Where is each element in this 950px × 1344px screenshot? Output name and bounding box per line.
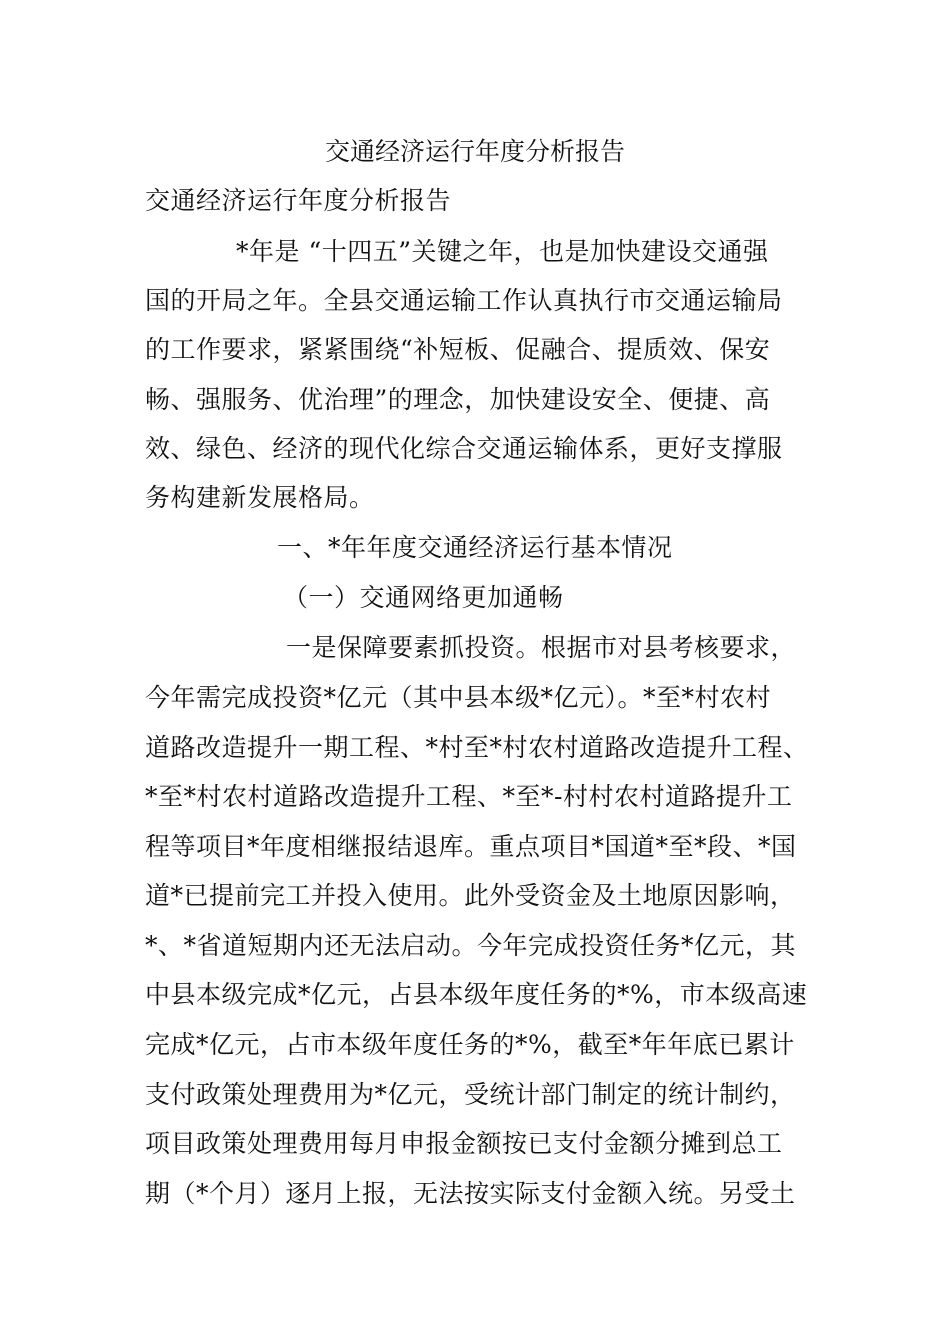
paragraph-line: 道路改造提升一期工程、*村至*村农村道路改造提升工程、 [145, 733, 809, 762]
subsection-heading: （一）交通网络更加通畅 [283, 583, 564, 612]
document-title: 交通经济运行年度分析报告 [324, 137, 625, 166]
paragraph-line: 完成*亿元，占市本级年度任务的*%，截至*年年底已累计 [145, 1030, 795, 1059]
paragraph-line: 务构建新发展格局。 [145, 483, 375, 512]
paragraph-line: *、*省道短期内还无法启动。今年完成投资任务*亿元，其 [145, 931, 797, 960]
paragraph-line: 一是保障要素抓投资。根据市对县考核要求， [286, 633, 797, 662]
paragraph-line: 中县本级完成*亿元，占县本级年度任务的*%，市本级高速 [145, 980, 808, 1009]
section-heading: 一、*年年度交通经济运行基本情况 [277, 533, 673, 562]
paragraph-line: 畅、强服务、优治理”的理念，加快建设安全、便捷、高 [145, 385, 771, 414]
paragraph-line: 国的开局之年。全县交通运输工作认真执行市交通运输局 [145, 286, 783, 315]
paragraph-line: 项目政策处理费用每月申报金额按已支付金额分摊到总工 [145, 1129, 783, 1158]
paragraph-line: 效、绿色、经济的现代化综合交通运输体系，更好支撑服 [145, 434, 783, 463]
paragraph-line: 今年需完成投资*亿元（其中县本级*亿元）。*至*村农村 [145, 683, 772, 712]
paragraph-line: 道*已提前完工并投入使用。此外受资金及土地原因影响， [145, 881, 796, 910]
paragraph-line: 程等项目*年度相继报结退库。重点项目*国道*至*段、*国 [145, 832, 797, 861]
document-subtitle: 交通经济运行年度分析报告 [145, 186, 452, 215]
paragraph-line: *至*村农村道路改造提升工程、*至*-村村农村道路提升工 [145, 782, 793, 811]
paragraph-line: 支付政策处理费用为*亿元，受统计部门制定的统计制约， [145, 1080, 796, 1109]
paragraph-line: 期（*个月）逐月上报，无法按实际支付金额入统。另受土 [145, 1179, 796, 1208]
paragraph-line: *年是 “十四五”关键之年，也是加快建设交通强 [236, 237, 769, 266]
paragraph-line: 的工作要求，紧紧围绕“补短板、促融合、提质效、保安 [145, 335, 771, 364]
